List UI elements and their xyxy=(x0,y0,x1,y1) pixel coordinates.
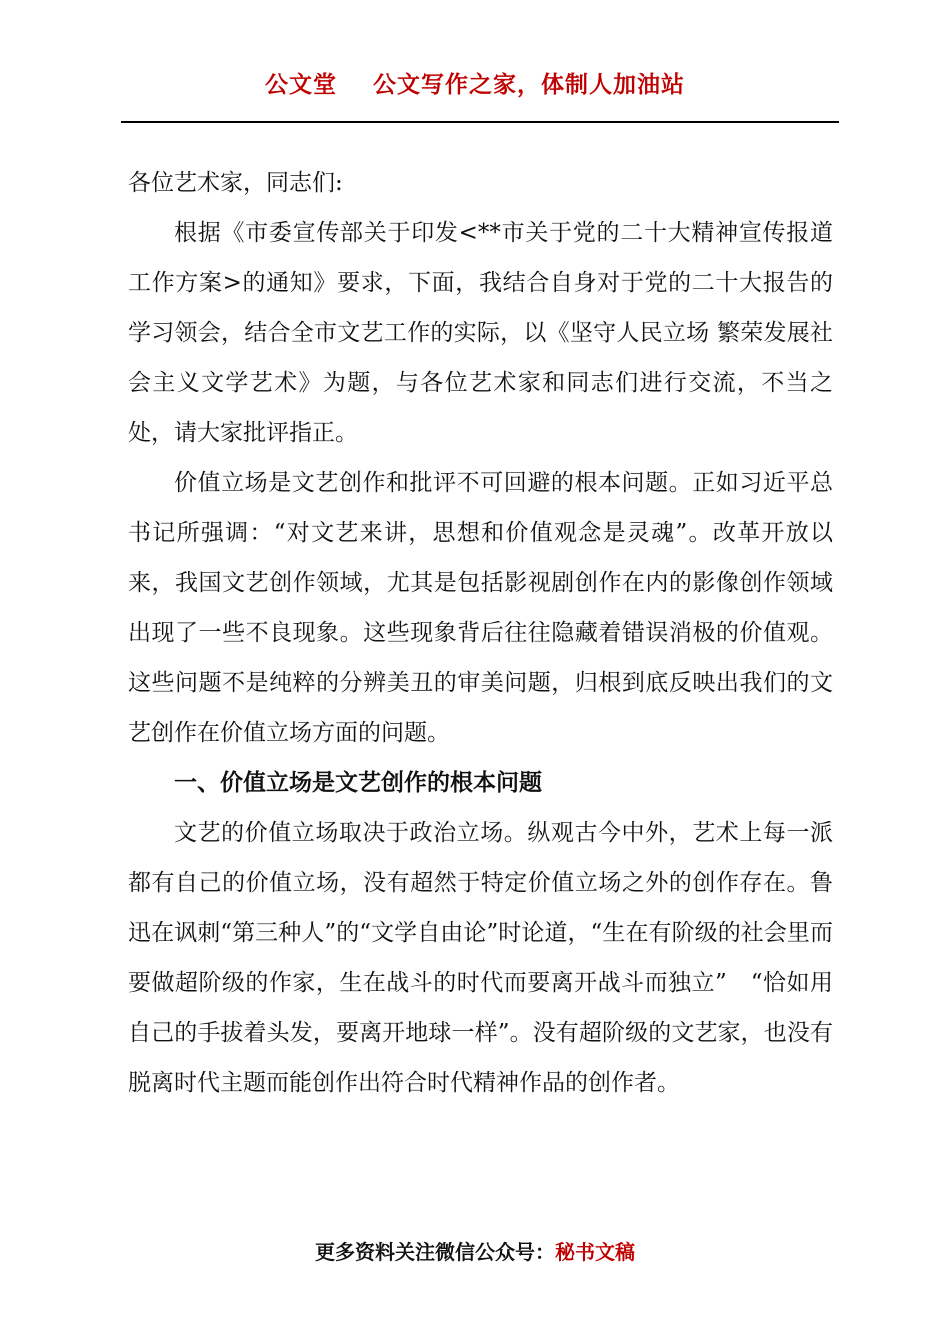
footer-account-name: 秘书文稿 xyxy=(555,1240,635,1264)
page-header-title: 公文堂 公文写作之家，体制人加油站 xyxy=(264,72,686,98)
header-divider xyxy=(121,121,839,123)
document-body xyxy=(128,158,833,1108)
paragraph-value-stance: 价值立场是文艺创作和批评不可回避的根本问题。正如习近平总书记所强调：“对文艺来讲，思想和价值观念是灵魂”。改革开放以来，我国文艺创作领域，尤其是包括影视剧创作在内的影像创作领域出现了一些不良现象。这些现象背后往往隐藏着错误消极的价值观。这些问题不是纯粹的分辨美丑的审美问题，归根到底反映出我们的文艺创作在价值立场方面的问题。 xyxy=(128,470,833,746)
paragraph-intro: 根据《市委宣传部关于印发<**市关于党的二十大精神宣传报道工作方案>的通知》要求，下面，我结合自身对于党的二十大报告的学习领会，结合全市文艺工作的实际，以《坚守人民立场 繁荣发展社会主义文学艺术》为题，与各位艺术家和同志们进行交流，不当之处，请大家批评指正。 xyxy=(128,220,833,446)
salutation: 各位艺术家，同志们: xyxy=(128,170,343,196)
section-heading: 一、价值立场是文艺创作的根本问题 xyxy=(174,770,542,796)
footer-prefix: 更多资料关注微信公众号： xyxy=(315,1240,555,1264)
paragraph-section-one: 文艺的价值立场取决于政治立场。纵观古今中外，艺术上每一派都有自己的价值立场，没有超然于特定价值立场之外的创作存在。鲁迅在讽刺“第三种人”的“文学自由论”时论道，“生在有阶级的社会里而要做超阶级的作家，生在战斗的时代而要离开战斗而独立” “恰如用自己的手拔着头发，要离开地球一样”。没有超阶级的文艺家，也没有脱离时代主题而能创作出符合时代精神作品的创作者。 xyxy=(128,820,833,1096)
page-footer xyxy=(0,1236,950,1265)
